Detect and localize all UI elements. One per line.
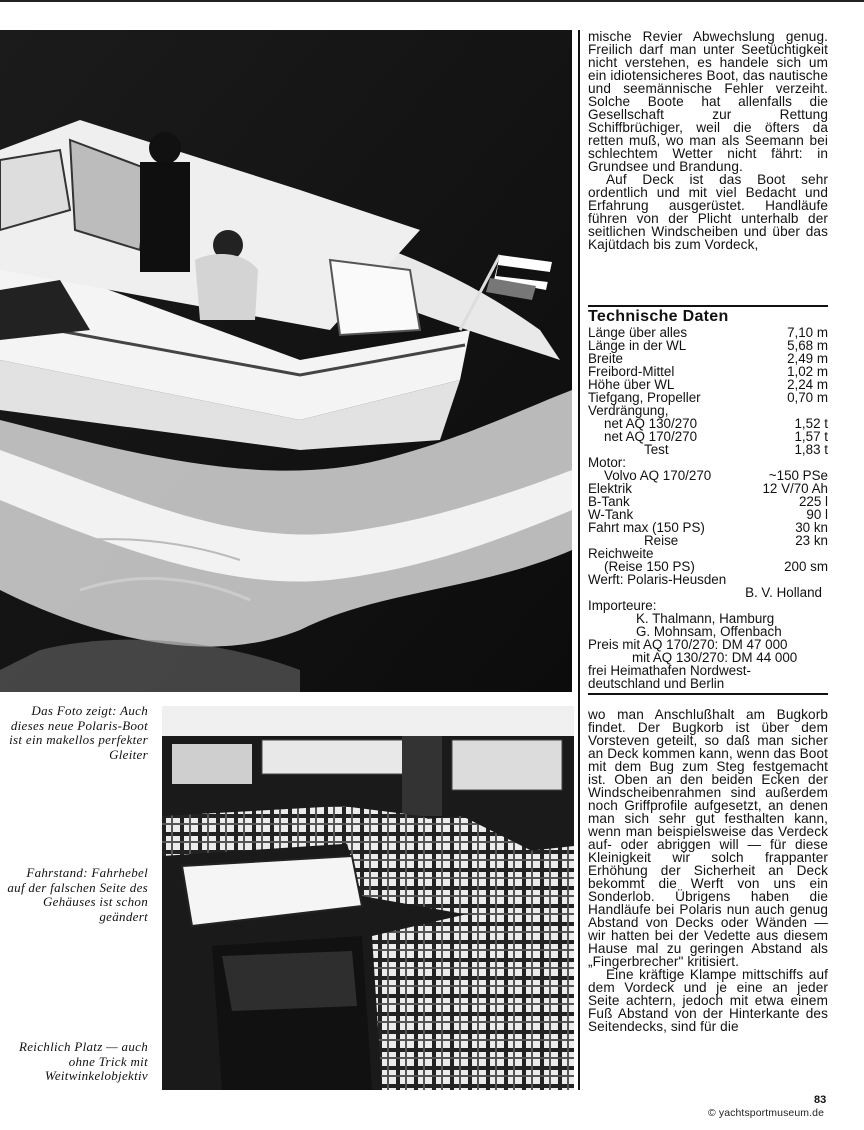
article-text-bottom [588,708,828,1033]
spec-row: (Reise 150 PS) 200 sm [604,559,828,574]
article-paragraph: Auf Deck ist das Boot sehr ordentlich und mit viel Bedacht und Erfahrung ausgerüstet. Handläufe führen von der Plicht unterhalb der seitlichen Windscheiben und über das Kajütdach bis zum Vordeck, [588,172,828,252]
column-rule [578,30,580,1090]
spec-title: Technische Daten [588,308,729,325]
cabin-interior-photo [162,706,574,1090]
boat-photo-art [0,30,572,692]
spec-top-rule [588,305,828,307]
spec-row: Freibord-Mittel 1,02 m [588,364,828,379]
spec-displacement-label: Verdrängung, [588,403,669,418]
space-caption: Reichlich Platz — auch ohne Trick mit Weitwinkelobjektiv [19,1039,148,1083]
spec-importer: K. Thalmann, Hamburg [636,611,775,626]
spec-row: Elektrik 12 V/70 Ah [588,481,828,496]
spec-row: Tiefgang, Propeller 0,70 m [588,390,828,405]
cabin-photo-art [162,706,574,1090]
spec-row: Länge über alles 7,10 m [588,325,828,340]
spec-row: net AQ 130/270 1,52 t [604,416,828,431]
spec-yard-2: B. V. Holland [745,585,822,600]
article-paragraph: mische Revier Abwechslung genug. Freilich darf man unter Seetüchtigkeit nicht verstehen, es handele sich um ein idiotensicheres Boot, das nautische und seemännische Fehler verzeiht. Solche Boote hat allenfalls die Gesellschaft zur Rettung Schiffbrüchiger, weil die öfters da retten muß, wo man als Seemann bei schlechtem Wetter nicht fährt: in Grundsee und Brandung. [588,29,828,174]
boat-photo [0,30,572,692]
spec-yard: Werft: Polaris-Heusden [588,572,727,587]
spec-row: net AQ 170/270 1,57 t [604,429,828,444]
top-rule [0,0,864,2]
spec-bottom-rule [588,693,828,695]
spec-row: Fahrt max (150 PS) 30 kn [588,520,828,535]
spec-row: Reise 23 kn [644,533,828,548]
spec-price: Preis mit AQ 170/270: DM 47 000 [588,637,788,652]
spec-row: Volvo AQ 170/270 ~150 PSe [604,468,828,483]
article-paragraph: Eine kräftige Klampe mittschiffs auf dem Vordeck und je eine an jeder Seite achtern, jedoch mit etwa einem Fuß Abstand von der Hinterkante des Seitendecks, sind für die [588,967,828,1034]
photo-caption: Das Foto zeigt: Auch dieses neue Polaris-Boot ist ein makellos perfekter Gleiter [9,703,148,762]
page-number: 83 [814,1094,827,1106]
spec-importers-label: Importeure: [588,598,657,613]
spec-row: Höhe über WL 2,24 m [588,377,828,392]
spec-price: deutschland und Berlin [588,676,725,691]
spec-row: Länge in der WL 5,68 m [588,338,828,353]
spec-price: frei Heimathafen Nordwest- [588,663,751,678]
spec-range-label: Reichweite [588,546,654,561]
article-paragraph: wo man Anschlußhalt am Bugkorb findet. Der Bugkorb ist über dem Vorsteven geteilt, so daß man sicher an Deck kommen kann, wenn das Boot mit dem Bug zum Steg festgemacht ist. Oben an den beiden Ecken der Windscheibenrahmen sind außerdem noch Griffprofile aufgesetzt, an denen man sich sehr gut festhalten kann, wenn man beispielsweise das Verdeck auf- oder abriggen will — für diese Kleinigkeit wir solch frappanter Erhöhung der Sicherheit an Deck bekommt die Werft von uns ein Sonderlob. Übrigens haben die Handläufe bei Polaris nun auch genug Abstand von Decks oder Wänden — wir hatten bei der Vedette aus diesem Hause mal zu geringen Abstand als „Fingerbrecher" kritisiert. [588,707,828,969]
spec-motor-label: Motor: [588,455,626,470]
spec-price: mit AQ 130/270: DM 44 000 [632,650,798,665]
spec-importer: G. Mohnsam, Offenbach [636,624,782,639]
technical-data-box [588,305,828,695]
spec-row: B-Tank 225 l [588,494,828,509]
article-text-top [588,30,828,251]
helm-caption: Fahrstand: Fahrhebel auf der falschen Seite des Gehäuses ist schon geändert [7,865,148,924]
spec-row: W-Tank 90 l [588,507,828,522]
spec-row: Test 1,83 t [644,442,828,457]
watermark: © yachtsportmuseum.de [708,1107,825,1119]
spec-row: Breite 2,49 m [588,351,828,366]
